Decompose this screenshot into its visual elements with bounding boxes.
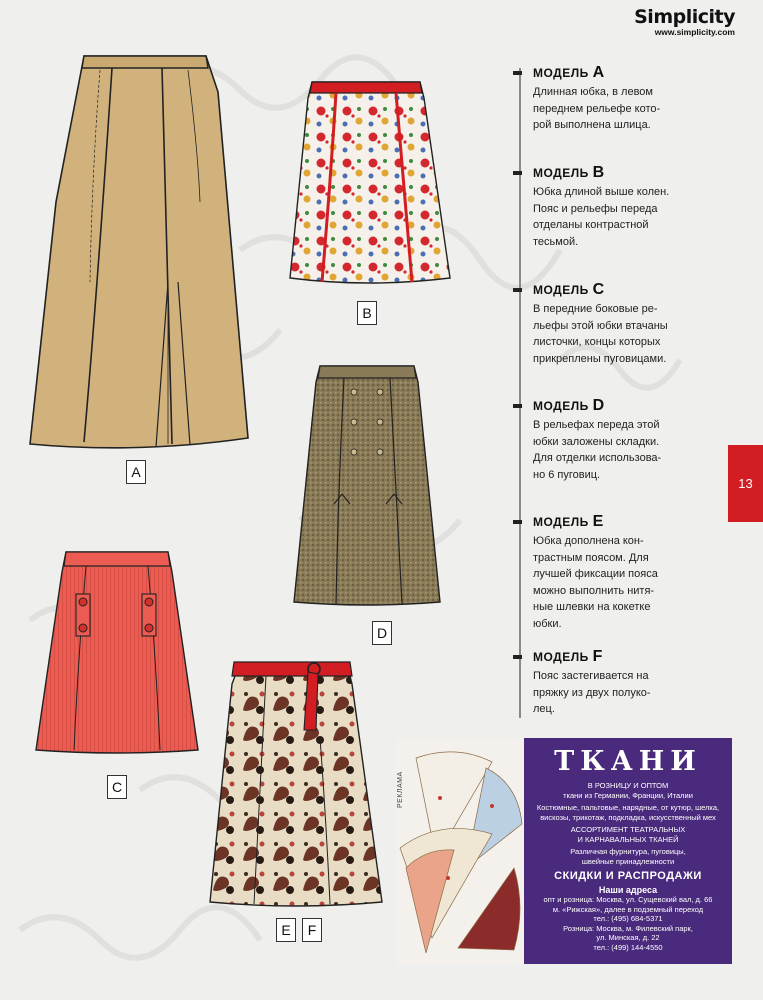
label-d: D (372, 621, 392, 645)
model-title: МОДЕЛЬ A (533, 64, 605, 81)
model-description: Юбка дополнена кон- трастным поясом. Для лучшей фиксации пояса можно выполнить нитя- ные шлевки на кокетке юбки. (533, 535, 658, 630)
model-f (533, 648, 708, 718)
model-title: МОДЕЛЬ D (533, 397, 605, 414)
ad-sale: СКИДКИ И РАСПРОДАЖИ (554, 870, 702, 882)
label-e: E (276, 918, 296, 942)
brand-url: www.simplicity.com (654, 27, 735, 37)
skirt-ef-illustration (208, 658, 384, 908)
model-description: В рельефах переда этой юбки заложены складки. Для отделки использова- но 6 пуговиц. (533, 419, 662, 481)
ad-title: ТКАНИ (554, 746, 702, 777)
fabric-advertisement (396, 738, 732, 964)
model-b (533, 164, 708, 250)
model-description: Пояс застегивается на пряжку из двух полуко- лец. (533, 670, 651, 715)
model-a (533, 64, 708, 134)
ad-text-panel (524, 738, 732, 964)
model-description: Длинная юбка, в левом переднем рельефе кото- рой выполнена шлица. (533, 86, 661, 131)
model-timeline (519, 68, 521, 718)
skirt-d-illustration (292, 364, 442, 608)
model-bullet (513, 171, 522, 175)
model-title: МОДЕЛЬ F (533, 648, 603, 665)
model-description: В передние боковые ре- льефы этой юбки втачаны листочки, концы которых прикреплены пуговицами. (533, 303, 668, 365)
model-title: МОДЕЛЬ B (533, 164, 605, 181)
skirt-c-illustration (34, 550, 200, 756)
model-title: МОДЕЛЬ C (533, 281, 605, 298)
brand-logo: Simplicity (634, 6, 735, 28)
model-bullet (513, 655, 522, 659)
brand-block (634, 6, 735, 37)
label-a: A (126, 460, 146, 484)
label-b: B (357, 301, 377, 325)
label-c: C (107, 775, 127, 799)
ad-photo (396, 738, 524, 964)
label-f: F (302, 918, 322, 942)
model-d (533, 397, 708, 483)
model-c (533, 281, 708, 367)
model-description: Юбка длиной выше колен. Пояс и рельефы переда отделаны контрастной тесьмой. (533, 186, 670, 248)
model-bullet (513, 520, 522, 524)
ad-address-title: Наши адреса (598, 885, 658, 895)
skirt-b-illustration (288, 78, 452, 288)
fans-image (396, 738, 524, 964)
model-bullet (513, 288, 522, 292)
skirt-a-illustration (28, 52, 250, 454)
ad-addresses: опт и розница: Москва, ул. Сущевский вал, д. 66 м. «Рижская», далее в подземный переход тел.: (495) 684-5371 Розница: Москва, м. Филевский парк, ул. Минская, д. 22 тел.: (499) 144-4550 (543, 895, 713, 952)
ad-lines: В РОЗНИЦУ И ОПТОМ ткани из Германии, Франции, Италии Костюмные, пальтовые, нарядные, от кутюр, шелка, вискозы, трикотаж, подкладка, искусственный мех АССОРТИМЕНТ ТЕАТРАЛЬНЫХ И КАРНАВАЛЬНЫХ ТКАНЕЙ Различная фурнитура, пуговицы, швейные принадлежности (536, 781, 720, 866)
ad-label: РЕКЛАМА (397, 771, 404, 808)
model-title: МОДЕЛЬ E (533, 513, 604, 530)
model-bullet (513, 71, 522, 75)
page-number: 13 (728, 445, 763, 522)
model-bullet (513, 404, 522, 408)
model-e (533, 513, 708, 632)
